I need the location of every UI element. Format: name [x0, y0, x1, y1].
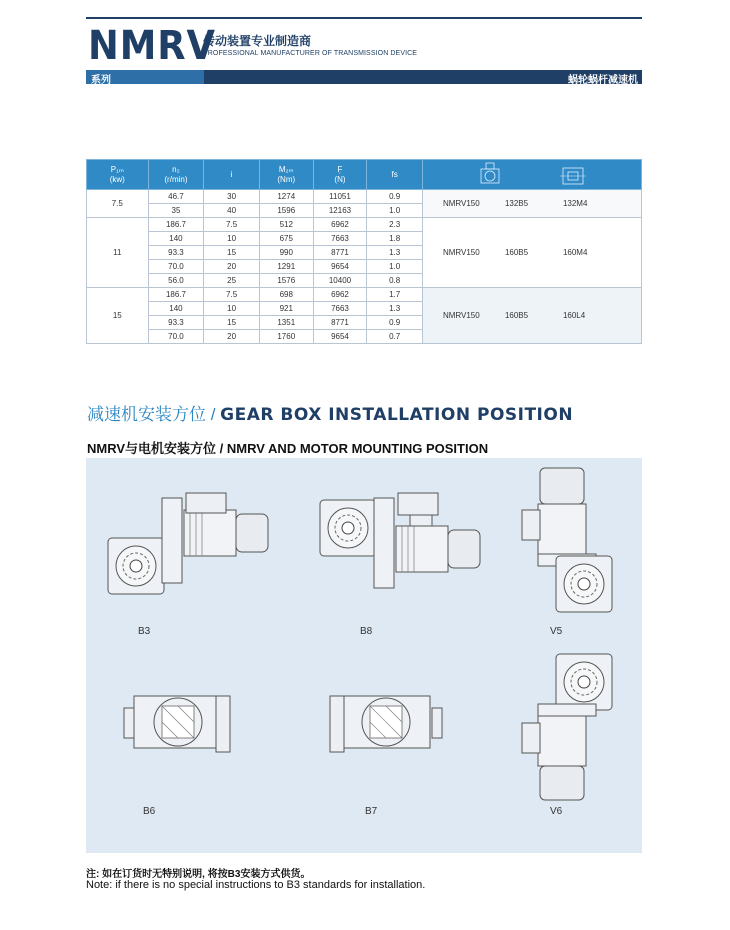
- header-ratio: i: [204, 160, 260, 190]
- fs-cell: 1.3: [367, 302, 423, 316]
- header-speed: n₂ (r/min): [148, 160, 204, 190]
- speed-cell: 70.0: [148, 330, 204, 344]
- label-b8: B8: [360, 626, 373, 637]
- speed-cell: 186.7: [148, 218, 204, 232]
- force-cell: 9654: [313, 260, 367, 274]
- fs-cell: 0.7: [367, 330, 423, 344]
- spec-table: [86, 159, 642, 344]
- series-tab: [86, 70, 204, 84]
- table-row: [87, 218, 642, 232]
- note-en: Note: if there is no special instructions to B3 standards for installation.: [86, 879, 426, 891]
- table-header-row: [87, 160, 642, 190]
- force-cell: 11051: [313, 190, 367, 204]
- ratio-cell: 10: [204, 302, 260, 316]
- brand-logo: NMRV: [88, 23, 216, 69]
- tagline-cn: 传动装置专业制造商: [203, 34, 312, 48]
- motor-cell: NMRV150 132B5 132M4: [422, 190, 641, 218]
- torque-cell: 1291: [259, 260, 313, 274]
- speed-cell: 140: [148, 232, 204, 246]
- force-cell: 6962: [313, 218, 367, 232]
- header-torque: M₂ₘ (Nm): [259, 160, 313, 190]
- speed-cell: 46.7: [148, 190, 204, 204]
- b6-diagram: [124, 696, 230, 752]
- series-label: 系列: [91, 75, 111, 86]
- torque-cell: 675: [259, 232, 313, 246]
- header-power: P₁ₘ (kw): [87, 160, 149, 190]
- label-b6: B6: [143, 806, 156, 817]
- motor-cell: NMRV150 160B5 160L4: [422, 288, 641, 344]
- table-row: [87, 288, 642, 302]
- header-fs: fs: [367, 160, 423, 190]
- fs-cell: 1.7: [367, 288, 423, 302]
- mounting-diagrams: [86, 458, 642, 853]
- gearbox-side-icon: [560, 168, 586, 184]
- gearbox-front-icon: [481, 163, 499, 183]
- speed-cell: 56.0: [148, 274, 204, 288]
- ratio-cell: 7.5: [204, 218, 260, 232]
- section-title: 减速机安装方位 / GEAR BOX INSTALLATION POSITION: [87, 405, 574, 425]
- ratio-cell: 10: [204, 232, 260, 246]
- fs-cell: 1.0: [367, 204, 423, 218]
- label-b7: B7: [365, 806, 378, 817]
- force-cell: 9654: [313, 330, 367, 344]
- label-v5: V5: [550, 626, 563, 637]
- label-b3: B3: [138, 626, 151, 637]
- force-cell: 7663: [313, 302, 367, 316]
- force-cell: 6962: [313, 288, 367, 302]
- ratio-cell: 20: [204, 260, 260, 274]
- b8-diagram: [320, 493, 480, 588]
- fs-cell: 1.8: [367, 232, 423, 246]
- header-drawings: [422, 160, 641, 190]
- ratio-cell: 30: [204, 190, 260, 204]
- speed-cell: 70.0: [148, 260, 204, 274]
- torque-cell: 1760: [259, 330, 313, 344]
- ratio-cell: 15: [204, 316, 260, 330]
- torque-cell: 1596: [259, 204, 313, 218]
- speed-cell: 140: [148, 302, 204, 316]
- force-cell: 10400: [313, 274, 367, 288]
- torque-cell: 1576: [259, 274, 313, 288]
- torque-cell: 1274: [259, 190, 313, 204]
- power-cell: 15: [87, 288, 149, 344]
- fs-cell: 1.0: [367, 260, 423, 274]
- ratio-cell: 25: [204, 274, 260, 288]
- speed-cell: 93.3: [148, 246, 204, 260]
- ratio-cell: 15: [204, 246, 260, 260]
- fs-cell: 0.9: [367, 316, 423, 330]
- power-cell: 11: [87, 218, 149, 288]
- speed-cell: 186.7: [148, 288, 204, 302]
- b3-diagram: [108, 493, 268, 594]
- torque-cell: 990: [259, 246, 313, 260]
- table-row: [87, 190, 642, 204]
- power-cell: 7.5: [87, 190, 149, 218]
- header-rule: [86, 17, 642, 19]
- fs-cell: 0.8: [367, 274, 423, 288]
- torque-cell: 512: [259, 218, 313, 232]
- speed-cell: 93.3: [148, 316, 204, 330]
- tagline-en: PROFESSIONAL MANUFACTURER OF TRANSMISSION DEVICE: [203, 50, 418, 57]
- fs-cell: 1.3: [367, 246, 423, 260]
- installation-panel: [86, 458, 642, 853]
- force-cell: 8771: [313, 316, 367, 330]
- ratio-cell: 40: [204, 204, 260, 218]
- fs-cell: 0.9: [367, 190, 423, 204]
- v6-diagram: [522, 654, 612, 800]
- header-force: F᷊ (N): [313, 160, 367, 190]
- b7-diagram: [330, 696, 442, 752]
- note-cn: 注: 如在订货时无特别说明, 将按B3安装方式供货。: [86, 869, 311, 880]
- v5-diagram: [522, 468, 612, 612]
- product-label: 蜗轮蜗杆减速机: [568, 75, 638, 86]
- torque-cell: 1351: [259, 316, 313, 330]
- motor-cell: NMRV150 160B5 160M4: [422, 218, 641, 288]
- torque-cell: 698: [259, 288, 313, 302]
- force-cell: 7663: [313, 232, 367, 246]
- section-subtitle: NMRV与电机安装方位 / NMRV AND MOTOR MOUNTING POSITION: [87, 441, 489, 456]
- fs-cell: 2.3: [367, 218, 423, 232]
- gearbox-icons: [423, 160, 641, 186]
- speed-cell: 35: [148, 204, 204, 218]
- ratio-cell: 20: [204, 330, 260, 344]
- torque-cell: 921: [259, 302, 313, 316]
- force-cell: 12163: [313, 204, 367, 218]
- label-v6: V6: [550, 806, 563, 817]
- force-cell: 8771: [313, 246, 367, 260]
- ratio-cell: 7.5: [204, 288, 260, 302]
